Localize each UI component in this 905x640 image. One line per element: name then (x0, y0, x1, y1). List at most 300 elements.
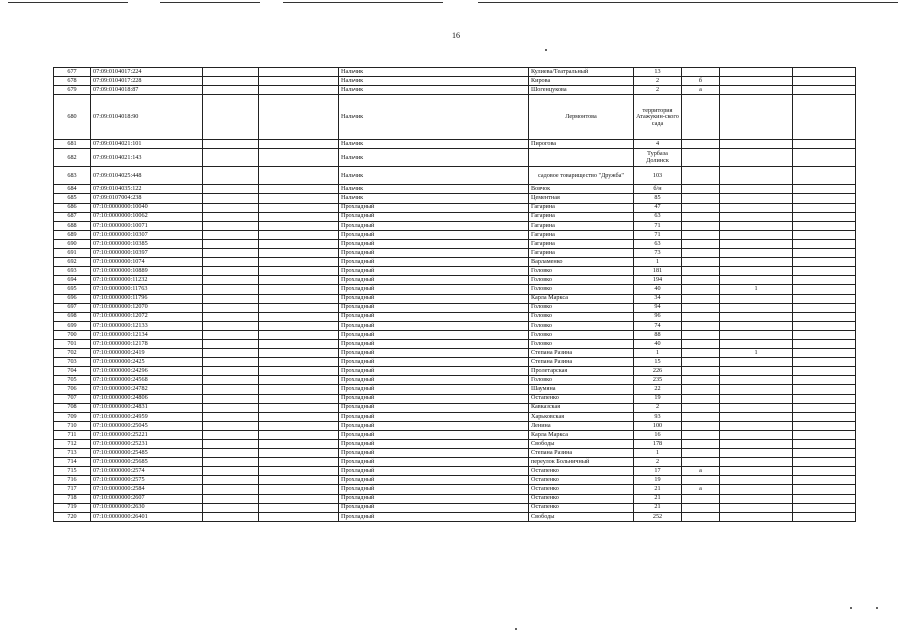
cell-house: 252 (634, 512, 682, 521)
cell-frac: б (682, 77, 720, 86)
cell-cad: 07:10:0000000:11796 (91, 294, 203, 303)
cell-e3 (793, 249, 856, 258)
table-row (54, 77, 856, 86)
cell-frac (682, 358, 720, 367)
cell-house: 40 (634, 285, 682, 294)
cell-num: 720 (54, 512, 91, 521)
cell-cad: 07:10:0000000:2574 (91, 467, 203, 476)
cell-num: 695 (54, 285, 91, 294)
cell-num: 714 (54, 458, 91, 467)
cell-street: Кирова (529, 77, 634, 86)
cell-house: 63 (634, 239, 682, 248)
cell-frac (682, 449, 720, 458)
cell-e3 (793, 394, 856, 403)
cell-city: Прохладный (339, 376, 529, 385)
cell-cad: 07:09:0104035:122 (91, 185, 203, 194)
cell-x (720, 458, 793, 467)
cell-frac (682, 321, 720, 330)
cell-street: Головко (529, 312, 634, 321)
cell-x (720, 303, 793, 312)
cell-e1 (203, 476, 259, 485)
cell-cad: 07:10:0000000:2584 (91, 485, 203, 494)
cell-e2 (259, 394, 339, 403)
cell-e3 (793, 440, 856, 449)
cell-frac (682, 312, 720, 321)
cell-street: Остапенко (529, 476, 634, 485)
cell-e3 (793, 449, 856, 458)
cell-e2 (259, 440, 339, 449)
cell-e2 (259, 77, 339, 86)
cell-house: 85 (634, 194, 682, 203)
cell-x (720, 476, 793, 485)
cell-e1 (203, 440, 259, 449)
cell-cad: 07:10:0000000:24782 (91, 385, 203, 394)
cell-num: 694 (54, 276, 91, 285)
cell-e2 (259, 503, 339, 512)
cell-num: 698 (54, 312, 91, 321)
cell-num: 684 (54, 185, 91, 194)
cell-street: Степана Разина (529, 358, 634, 367)
cell-city: Прохладный (339, 367, 529, 376)
cell-house: б/н (634, 185, 682, 194)
table-row (54, 385, 856, 394)
cell-cad: 07:09:0104017:228 (91, 77, 203, 86)
cell-frac (682, 68, 720, 77)
cell-e1 (203, 167, 259, 185)
cell-num: 687 (54, 212, 91, 221)
cell-e1 (203, 86, 259, 95)
table-row (54, 494, 856, 503)
cell-x (720, 95, 793, 140)
cell-street: Шогенцукова (529, 86, 634, 95)
table-row (54, 449, 856, 458)
cell-house: 178 (634, 440, 682, 449)
cell-cad: 07:10:0000000:10889 (91, 267, 203, 276)
cell-cad: 07:10:0000000:11763 (91, 285, 203, 294)
cell-e3 (793, 494, 856, 503)
cell-street: Головко (529, 330, 634, 339)
cell-house: 63 (634, 212, 682, 221)
cell-e3 (793, 140, 856, 149)
cell-house: 17 (634, 467, 682, 476)
cell-city: Нальчик (339, 194, 529, 203)
cell-e3 (793, 149, 856, 167)
cell-frac (682, 221, 720, 230)
cell-e3 (793, 68, 856, 77)
cell-x (720, 330, 793, 339)
cell-num: 706 (54, 385, 91, 394)
cell-frac (682, 194, 720, 203)
table-row (54, 503, 856, 512)
cell-frac (682, 239, 720, 248)
cell-street: Свободы (529, 512, 634, 521)
cell-street: Головко (529, 321, 634, 330)
cell-e1 (203, 512, 259, 521)
cell-frac (682, 476, 720, 485)
cell-street: Степана Разина (529, 449, 634, 458)
cell-street: Ленина (529, 421, 634, 430)
cell-frac (682, 258, 720, 267)
cell-e2 (259, 86, 339, 95)
cell-frac (682, 503, 720, 512)
cell-frac (682, 285, 720, 294)
scan-speck (515, 628, 517, 630)
cell-e1 (203, 303, 259, 312)
cell-e3 (793, 303, 856, 312)
cell-num: 707 (54, 394, 91, 403)
cell-cad: 07:09:0104021:101 (91, 140, 203, 149)
cell-house: 71 (634, 221, 682, 230)
cell-city: Прохладный (339, 312, 529, 321)
cell-cad: 07:10:0000000:2630 (91, 503, 203, 512)
cell-e2 (259, 221, 339, 230)
cell-city: Нальчик (339, 185, 529, 194)
table-row (54, 303, 856, 312)
cell-house: Турбаза Долинск (634, 149, 682, 167)
cell-street: Пролетарская (529, 367, 634, 376)
cell-house: 13 (634, 68, 682, 77)
cell-city: Нальчик (339, 149, 529, 167)
cell-city: Прохладный (339, 394, 529, 403)
cell-x (720, 394, 793, 403)
cell-cad: 07:10:0000000:24959 (91, 412, 203, 421)
table-row (54, 440, 856, 449)
table-row (54, 512, 856, 521)
cell-house: 22 (634, 385, 682, 394)
cell-e3 (793, 421, 856, 430)
cell-e3 (793, 203, 856, 212)
table-row (54, 421, 856, 430)
cell-x (720, 185, 793, 194)
cell-frac (682, 458, 720, 467)
cell-num: 686 (54, 203, 91, 212)
cell-e2 (259, 485, 339, 494)
cell-frac (682, 421, 720, 430)
cell-frac (682, 403, 720, 412)
cell-e2 (259, 330, 339, 339)
cell-house: 88 (634, 330, 682, 339)
cell-street: Кавказская (529, 403, 634, 412)
cell-e1 (203, 403, 259, 412)
cell-house: 21 (634, 494, 682, 503)
cell-cad: 07:10:0000000:12178 (91, 339, 203, 348)
cell-cad: 07:10:0000000:10397 (91, 249, 203, 258)
cell-street: Кулиева/Театральный (529, 68, 634, 77)
cell-frac (682, 267, 720, 276)
cell-num: 709 (54, 412, 91, 421)
cell-e2 (259, 385, 339, 394)
cell-e3 (793, 312, 856, 321)
cell-cad: 07:09:0104025:448 (91, 167, 203, 185)
cell-num: 712 (54, 440, 91, 449)
table-row (54, 294, 856, 303)
cell-frac (682, 412, 720, 421)
cell-frac (682, 440, 720, 449)
cell-cad: 07:10:0000000:10071 (91, 221, 203, 230)
cell-e3 (793, 367, 856, 376)
table-row (54, 239, 856, 248)
cell-city: Прохладный (339, 512, 529, 521)
cell-e2 (259, 367, 339, 376)
cell-street: Карла Маркса (529, 294, 634, 303)
cell-frac (682, 330, 720, 339)
cell-street: Карла Маркса (529, 430, 634, 439)
cell-cad: 07:10:0000000:25221 (91, 430, 203, 439)
scan-speck (545, 49, 547, 51)
cell-x (720, 167, 793, 185)
cell-e1 (203, 194, 259, 203)
table-row (54, 312, 856, 321)
cell-house: 16 (634, 430, 682, 439)
cell-e3 (793, 194, 856, 203)
table-row (54, 230, 856, 239)
table-row (54, 412, 856, 421)
cell-city: Нальчик (339, 86, 529, 95)
cell-e3 (793, 258, 856, 267)
scan-edge-line (160, 2, 260, 3)
cell-e1 (203, 503, 259, 512)
cell-x (720, 376, 793, 385)
cell-e1 (203, 494, 259, 503)
cell-e3 (793, 285, 856, 294)
cell-city: Прохладный (339, 339, 529, 348)
cell-x (720, 194, 793, 203)
cell-e2 (259, 430, 339, 439)
cell-city: Прохладный (339, 321, 529, 330)
cell-e1 (203, 239, 259, 248)
cell-num: 713 (54, 449, 91, 458)
cell-cad: 07:10:0000000:25231 (91, 440, 203, 449)
cell-street: Головко (529, 285, 634, 294)
table-row (54, 339, 856, 348)
cell-e2 (259, 258, 339, 267)
cell-city: Прохладный (339, 430, 529, 439)
cell-e1 (203, 285, 259, 294)
cell-house: 2 (634, 403, 682, 412)
cell-x (720, 403, 793, 412)
cell-x (720, 239, 793, 248)
cell-cad: 07:10:0000000:10385 (91, 239, 203, 248)
cell-e3 (793, 239, 856, 248)
cell-house: 19 (634, 476, 682, 485)
cell-num: 717 (54, 485, 91, 494)
cell-num: 702 (54, 349, 91, 358)
table-row (54, 285, 856, 294)
cell-city: Прохладный (339, 449, 529, 458)
cell-frac (682, 167, 720, 185)
cell-street: Варламенко (529, 258, 634, 267)
cell-e1 (203, 367, 259, 376)
cell-e2 (259, 203, 339, 212)
cell-city: Нальчик (339, 140, 529, 149)
cell-house: 1 (634, 258, 682, 267)
cell-x (720, 149, 793, 167)
cell-e1 (203, 321, 259, 330)
cell-house: 2 (634, 86, 682, 95)
cell-city: Прохладный (339, 458, 529, 467)
table-row (54, 194, 856, 203)
cell-x (720, 203, 793, 212)
cell-city: Прохладный (339, 221, 529, 230)
cell-num: 685 (54, 194, 91, 203)
cell-city: Прохладный (339, 440, 529, 449)
table-row (54, 212, 856, 221)
cell-frac (682, 385, 720, 394)
cell-house: 1 (634, 349, 682, 358)
cell-street: Головко (529, 303, 634, 312)
cell-cad: 07:09:0107004:238 (91, 194, 203, 203)
cell-e3 (793, 385, 856, 394)
cell-x (720, 321, 793, 330)
cell-x (720, 367, 793, 376)
cell-num: 703 (54, 358, 91, 367)
cell-e2 (259, 412, 339, 421)
cell-street: Головко (529, 267, 634, 276)
cell-x (720, 449, 793, 458)
cell-city: Прохладный (339, 385, 529, 394)
cell-e1 (203, 385, 259, 394)
cell-x (720, 440, 793, 449)
cell-num: 699 (54, 321, 91, 330)
cell-e2 (259, 140, 339, 149)
cell-e1 (203, 95, 259, 140)
cell-city: Прохладный (339, 494, 529, 503)
cell-x: 1 (720, 285, 793, 294)
cell-e1 (203, 412, 259, 421)
cell-frac (682, 512, 720, 521)
cell-e1 (203, 203, 259, 212)
cell-e2 (259, 294, 339, 303)
cell-city: Прохладный (339, 258, 529, 267)
page-number: 16 (452, 31, 460, 40)
cell-frac (682, 349, 720, 358)
cell-e2 (259, 276, 339, 285)
cell-e1 (203, 330, 259, 339)
table-row (54, 394, 856, 403)
cell-x (720, 77, 793, 86)
cell-house: 74 (634, 321, 682, 330)
cell-x (720, 412, 793, 421)
cell-street: Цементная (529, 194, 634, 203)
table-row (54, 467, 856, 476)
cell-street: Вовчок (529, 185, 634, 194)
cell-x (720, 503, 793, 512)
cell-num: 689 (54, 230, 91, 239)
cell-e3 (793, 330, 856, 339)
cell-frac (682, 95, 720, 140)
cell-frac (682, 249, 720, 258)
cell-e2 (259, 467, 339, 476)
cell-x (720, 358, 793, 367)
cell-house: 4 (634, 140, 682, 149)
cell-cad: 07:10:0000000:12070 (91, 303, 203, 312)
cell-street: Гагарина (529, 203, 634, 212)
cell-street: Лермонтова (529, 95, 634, 140)
cell-num: 692 (54, 258, 91, 267)
cell-num: 697 (54, 303, 91, 312)
cell-street: Остапенко (529, 485, 634, 494)
cell-house: 226 (634, 367, 682, 376)
cell-cad: 07:10:0000000:12072 (91, 312, 203, 321)
cell-street: Пирогова (529, 140, 634, 149)
cell-e1 (203, 458, 259, 467)
cell-e2 (259, 312, 339, 321)
cell-frac (682, 276, 720, 285)
cell-street: Остапенко (529, 503, 634, 512)
cell-street: Гагарина (529, 249, 634, 258)
cell-e1 (203, 230, 259, 239)
register-table (53, 67, 856, 522)
cell-e2 (259, 449, 339, 458)
cell-e1 (203, 467, 259, 476)
cell-city: Прохладный (339, 285, 529, 294)
cell-num: 710 (54, 421, 91, 430)
cell-city: Прохладный (339, 267, 529, 276)
cell-e2 (259, 167, 339, 185)
cell-x (720, 339, 793, 348)
cell-city: Нальчик (339, 68, 529, 77)
cell-frac (682, 149, 720, 167)
table-row (54, 221, 856, 230)
cell-street: Головко (529, 339, 634, 348)
cell-e1 (203, 358, 259, 367)
cell-city: Прохладный (339, 330, 529, 339)
cell-house: 21 (634, 485, 682, 494)
cell-e2 (259, 95, 339, 140)
table-row (54, 185, 856, 194)
cell-frac: а (682, 86, 720, 95)
cell-city: Прохладный (339, 503, 529, 512)
cell-city: Прохладный (339, 403, 529, 412)
cell-num: 688 (54, 221, 91, 230)
cell-num: 719 (54, 503, 91, 512)
scan-edge-line (8, 2, 128, 3)
cell-cad: 07:10:0000000:25045 (91, 421, 203, 430)
table-row (54, 249, 856, 258)
cell-e3 (793, 276, 856, 285)
cell-cad: 07:10:0000000:26401 (91, 512, 203, 521)
cell-x: 1 (720, 349, 793, 358)
cell-e3 (793, 294, 856, 303)
cell-cad: 07:10:0000000:25685 (91, 458, 203, 467)
cell-street: Шаумяна (529, 385, 634, 394)
cell-e1 (203, 312, 259, 321)
cell-x (720, 212, 793, 221)
cell-cad: 07:10:0000000:24568 (91, 376, 203, 385)
cell-x (720, 294, 793, 303)
cell-house: 73 (634, 249, 682, 258)
cell-e3 (793, 467, 856, 476)
cell-house: 93 (634, 412, 682, 421)
cell-house: 19 (634, 394, 682, 403)
scan-edge-line (478, 2, 898, 3)
cell-e3 (793, 485, 856, 494)
cell-num: 696 (54, 294, 91, 303)
cell-e2 (259, 303, 339, 312)
cell-e2 (259, 267, 339, 276)
cell-e2 (259, 230, 339, 239)
cell-e3 (793, 476, 856, 485)
cell-num: 701 (54, 339, 91, 348)
cell-e2 (259, 249, 339, 258)
cell-e2 (259, 321, 339, 330)
table-row (54, 258, 856, 267)
cell-num: 705 (54, 376, 91, 385)
cell-e1 (203, 339, 259, 348)
cell-e3 (793, 95, 856, 140)
cell-e2 (259, 476, 339, 485)
cell-street: Остапенко (529, 494, 634, 503)
